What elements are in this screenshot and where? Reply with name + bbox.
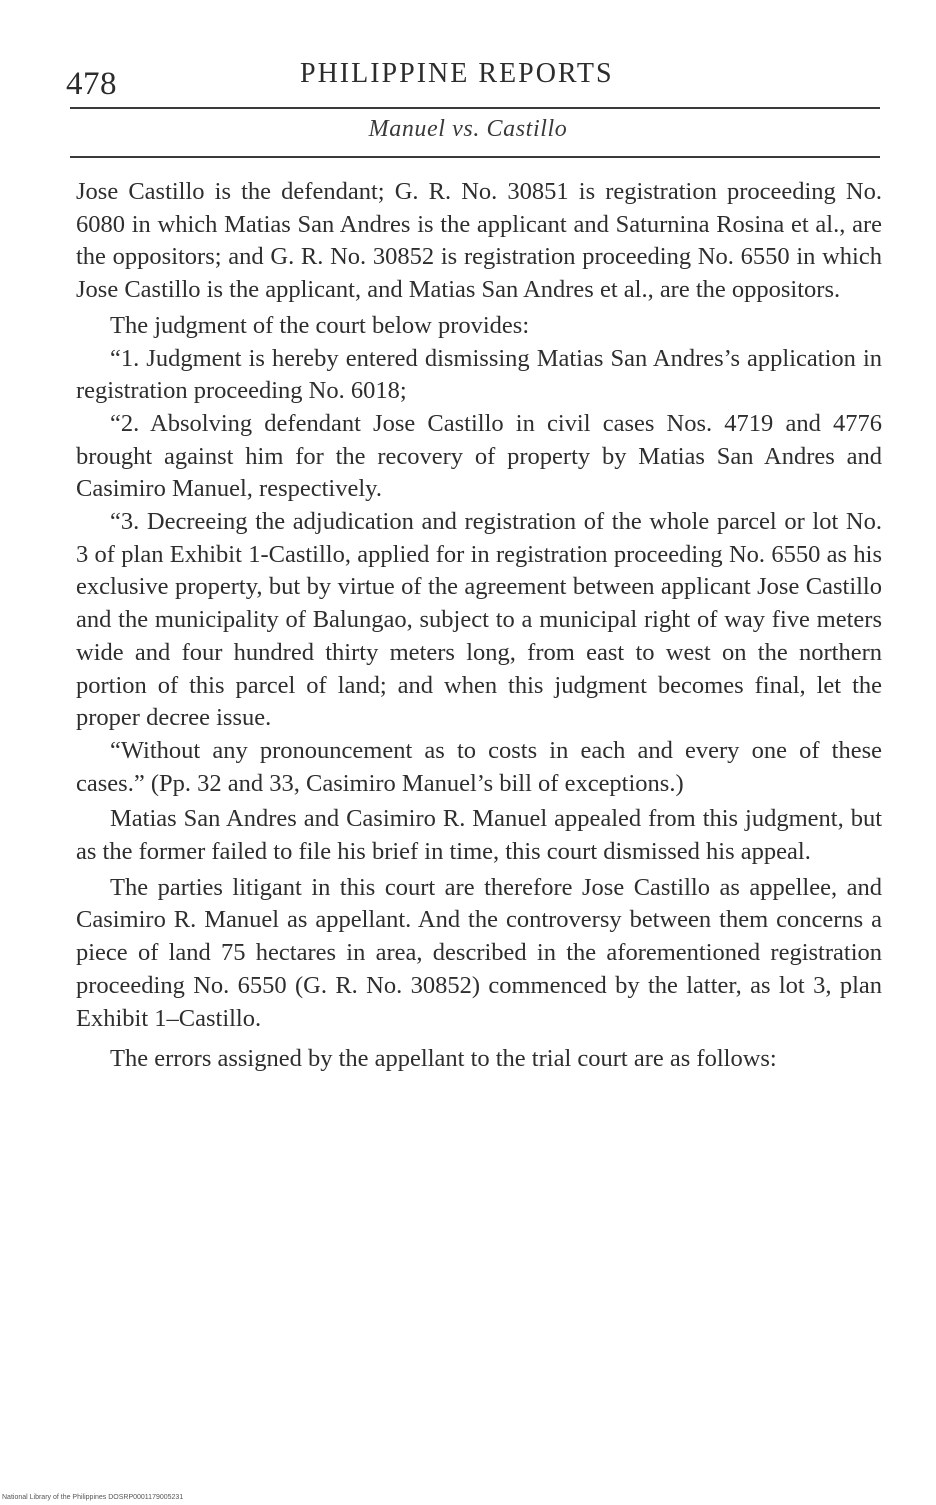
- running-head: PHILIPPINE REPORTS: [300, 58, 614, 89]
- paragraph: Matias San Andres and Casimiro R. Manuel appealed from this judgment, but as the former failed to file his brief in time, this court dismissed his appeal.: [76, 805, 882, 866]
- paragraph: “Without any pronouncement as to costs in each and every one of these cases.” (Pp. 32 and 33, Casimiro Manuel’s bill of exceptions.): [76, 736, 882, 797]
- paragraph: “2. Absolving defendant Jose Castillo in civil cases Nos. 4719 and 4776 brought against him for the recovery of property by Matias San Andres and Casimiro Manuel, respectively.: [76, 409, 882, 503]
- case-title: Manuel vs. Castillo: [368, 116, 568, 142]
- paragraph: “3. Decreeing the adjudication and registration of the whole parcel or lot No. 3 of plan Exhibit 1-Castillo, applied for in registration proceeding No. 6550 as his exclusive property, but by virtue of the agreement between applicant Jose Castillo and the municipality of Balungao, subject to a municipal right of way five meters wide and four hundred thirty meters long, from east to west on the northern portion of this parcel of land; and when this judgment becomes final, let the proper decree issue.: [76, 508, 882, 732]
- footer-credit: National Library of the Philippines DOSRP0001179005231: [2, 1494, 184, 1501]
- header-rule-bottom: [70, 156, 880, 158]
- paragraph: The parties litigant in this court are therefore Jose Castillo as appellee, and Casimiro R. Manuel as appellant. And the controversy between them concerns a piece of land 75 hectares in area, described in the aforementioned registration proceeding No. 6550 (G. R. No. 30852) commenced by the latter, as lot 3, plan Exhibit 1–Castillo.: [76, 873, 882, 1032]
- page-number: 478: [66, 66, 117, 102]
- body-text: [76, 176, 882, 1076]
- header-rule-top: [70, 107, 880, 109]
- paragraph: Jose Castillo is the defendant; G. R. No. 30851 is registration proceeding No. 6080 in which Matias San Andres is the applicant and Saturnina Rosina et al., are the oppositors; and G. R. No. 30852 is registration proceeding No. 6550 in which Jose Castillo is the applicant, and Matias San Andres et al., are the oppositors.: [76, 178, 882, 304]
- paragraph: The errors assigned by the appellant to the trial court are as follows:: [110, 1045, 777, 1073]
- paragraph: “1. Judgment is hereby entered dismissing Matias San Andres’s application in registration proceeding No. 6018;: [76, 344, 882, 405]
- paragraph: The judgment of the court below provides:: [110, 311, 530, 339]
